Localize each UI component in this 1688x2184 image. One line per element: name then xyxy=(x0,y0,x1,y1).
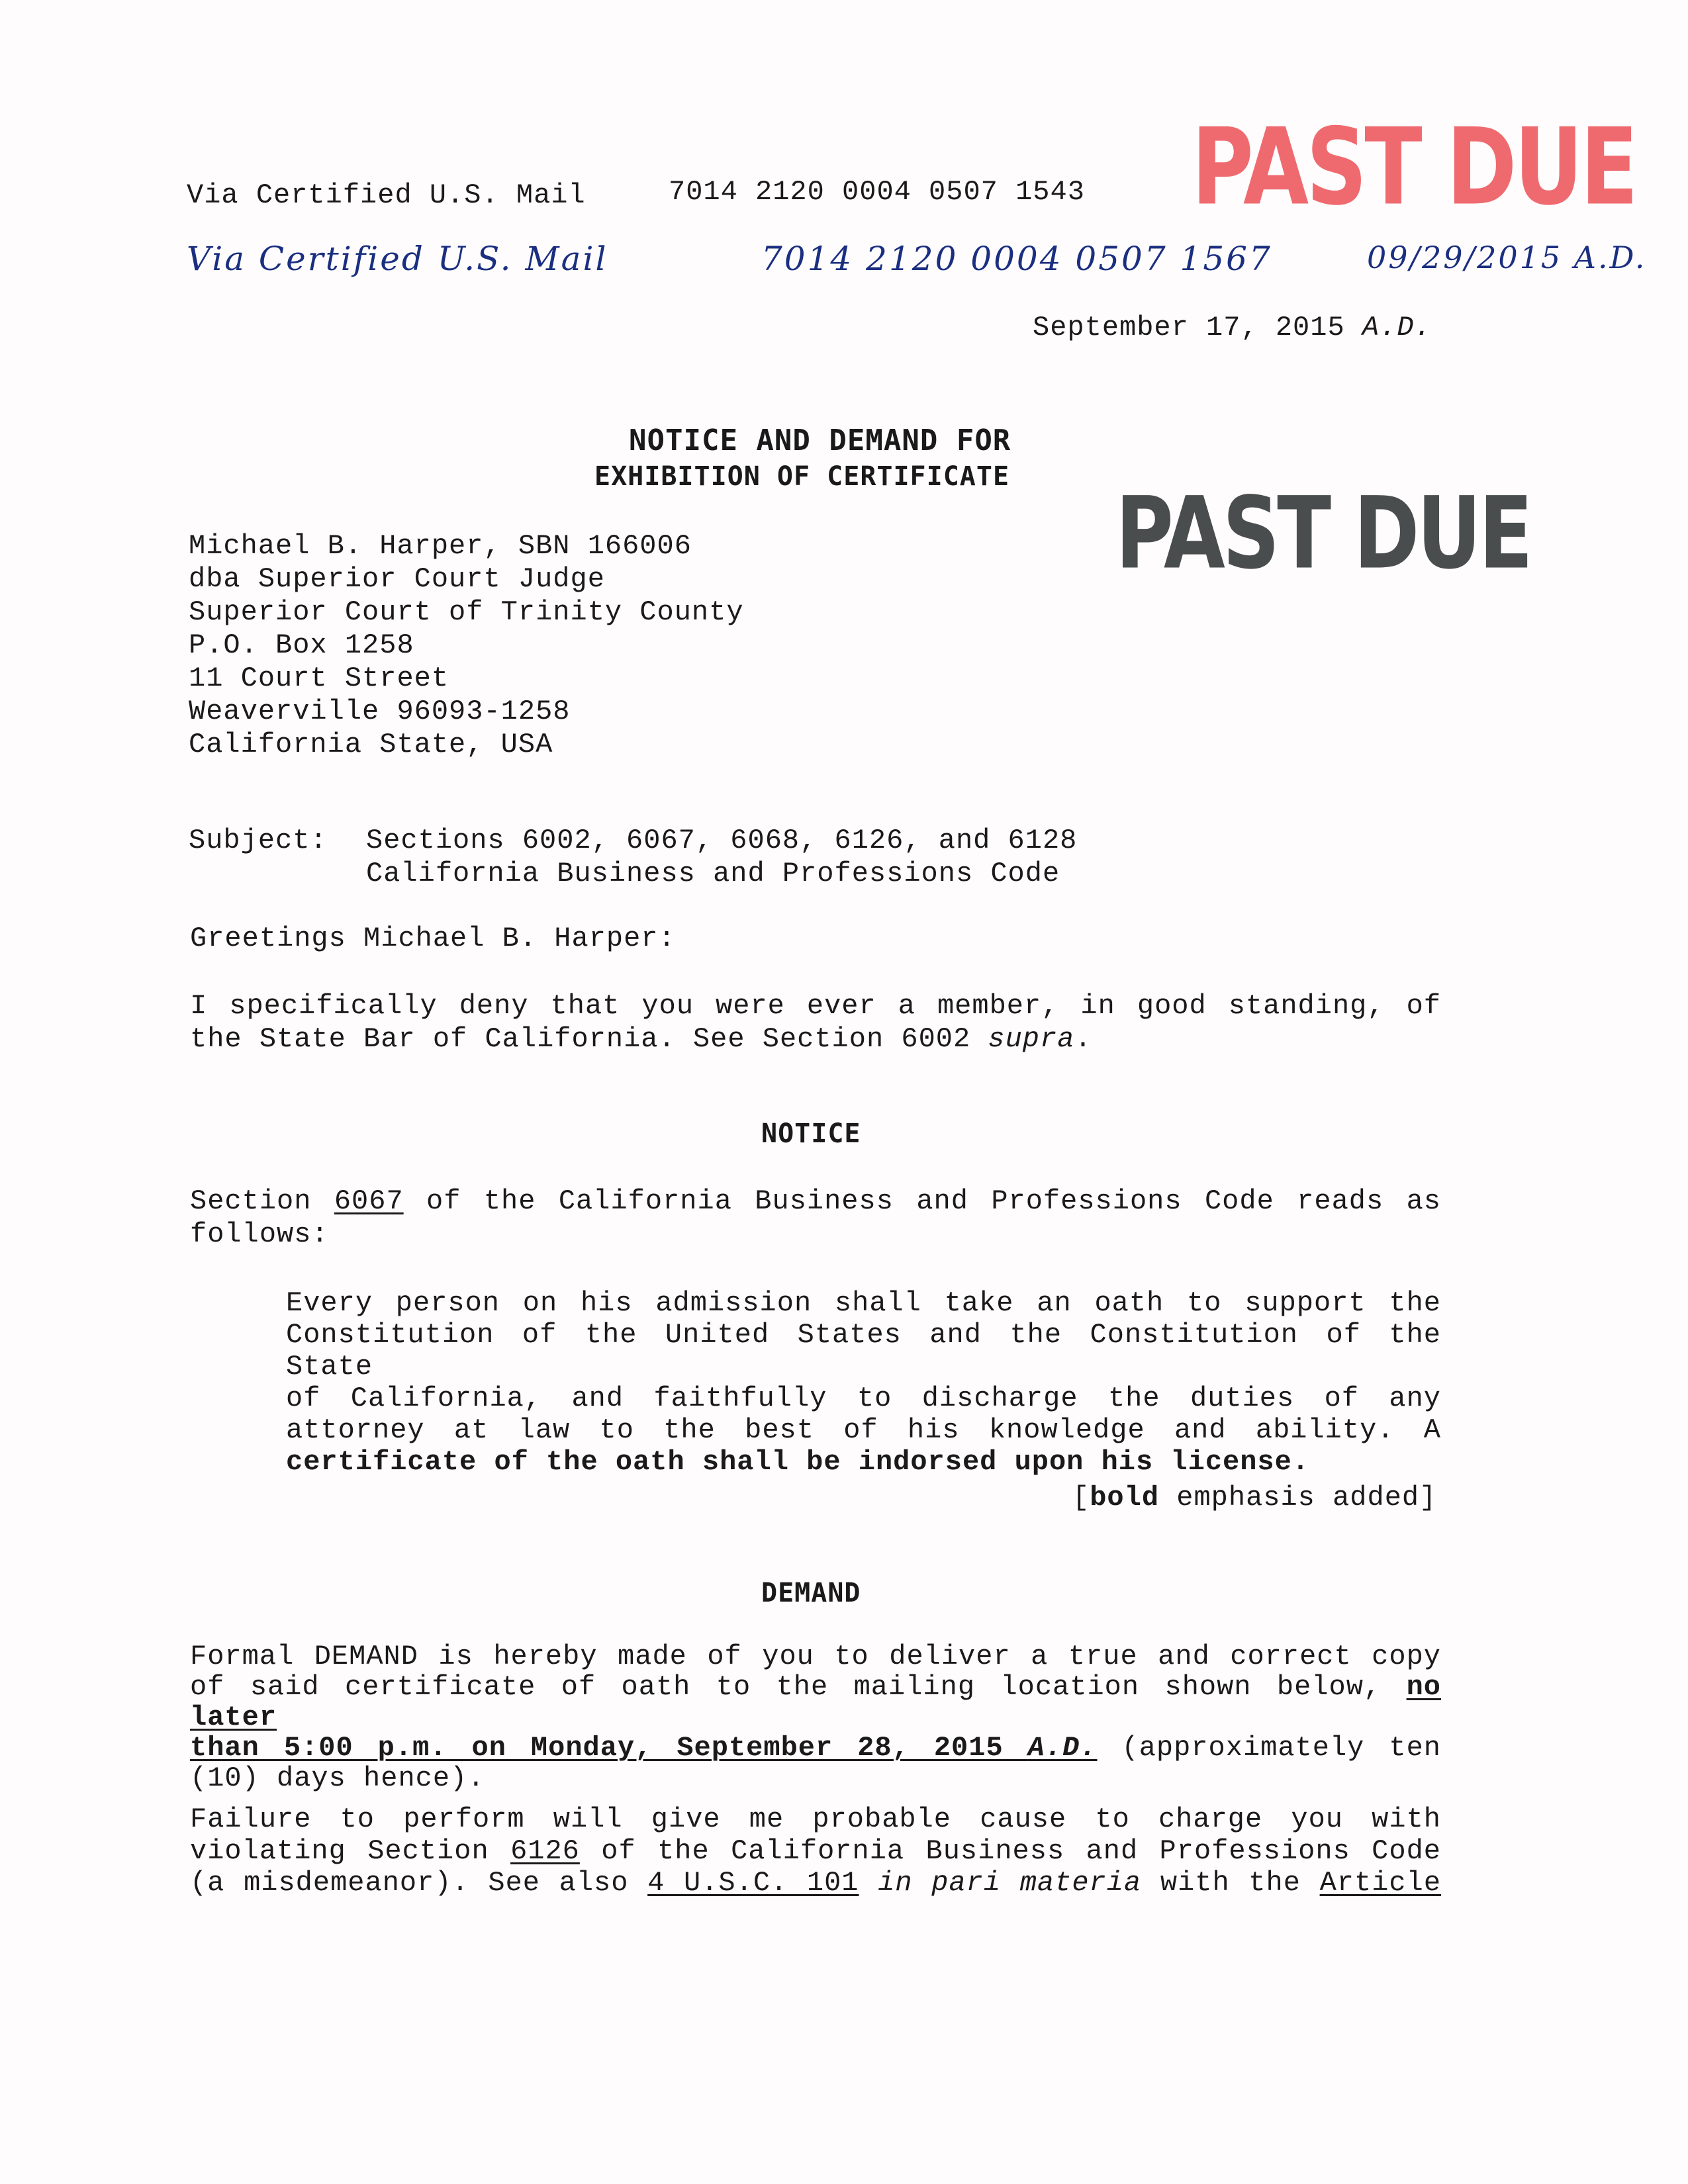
intro-period: . xyxy=(1074,1023,1092,1055)
demand-text: (approximately ten xyxy=(1097,1732,1441,1764)
emphasis-bold: bold xyxy=(1090,1482,1160,1514)
intro-text: the State Bar of California. See Section 6002 xyxy=(190,1023,988,1055)
latin-phrase: in pari materia xyxy=(878,1867,1142,1899)
notice-line-1 xyxy=(190,1185,1441,1218)
notice-text: Section xyxy=(190,1185,334,1217)
title-line-2: EXHIBITION OF CERTIFICATE xyxy=(594,461,1010,492)
failure-line-1: Failure to perform will give me probable cause to charge you with xyxy=(190,1803,1441,1835)
statute-quote xyxy=(286,1287,1441,1478)
section-6126-link[interactable]: 6126 xyxy=(510,1835,580,1867)
address-line: 11 Court Street xyxy=(189,662,449,694)
demand-text: of said certificate of oath to the mailing location shown below, xyxy=(190,1671,1407,1703)
failure-line-3 xyxy=(190,1867,1441,1899)
notice-paragraph xyxy=(190,1185,1441,1251)
subject-line-2: California Business and Professions Code xyxy=(366,858,1060,889)
intro-line-2 xyxy=(190,1023,1441,1056)
notice-line-2: follows: xyxy=(190,1218,329,1250)
mail-method: Via Certified U.S. Mail xyxy=(187,179,586,211)
usc-link[interactable]: 4 U.S.C. 101 xyxy=(647,1867,859,1899)
handwritten-date: 09/29/2015 A.D. xyxy=(1367,240,1647,275)
demand-line-4: (10) days hence). xyxy=(190,1762,485,1794)
demand-line-3 xyxy=(190,1733,1441,1763)
failure-text: of the California Business and Professions Code xyxy=(579,1835,1441,1867)
failure-text: (a misdemeanor). See also xyxy=(190,1867,648,1899)
address-line: California State, USA xyxy=(189,729,553,760)
address-line: Weaverville 96093-1258 xyxy=(189,696,571,727)
subject-line-1: Sections 6002, 6067, 6068, 6126, and 6128 xyxy=(366,825,1078,856)
failure-line-2 xyxy=(190,1835,1441,1867)
greeting: Greetings Michael B. Harper: xyxy=(190,923,676,954)
date-text: September 17, 2015 xyxy=(1033,312,1345,343)
address-line: P.O. Box 1258 xyxy=(189,629,414,661)
deadline-ad: A.D. xyxy=(1027,1732,1098,1764)
quote-line-bold xyxy=(286,1446,1441,1478)
demand-line-2 xyxy=(190,1672,1441,1733)
letter-date xyxy=(1033,311,1432,344)
deadline-underlined: no later xyxy=(190,1671,1441,1733)
quote-line: Every person on his admission shall take an oath to support the xyxy=(286,1287,1441,1319)
demand-paragraph xyxy=(190,1641,1441,1794)
failure-text: with the xyxy=(1141,1867,1320,1899)
date-suffix: A.D. xyxy=(1362,312,1432,343)
address-line: Michael B. Harper, SBN 166006 xyxy=(189,530,692,562)
quote-line: attorney at law to the best of his knowledge and ability. A xyxy=(286,1414,1441,1446)
subject-text xyxy=(366,824,1077,890)
notice-text: of the California Business and Professions Code reads as xyxy=(403,1185,1441,1217)
address-line: dba Superior Court Judge xyxy=(189,563,605,595)
subject-label: Subject: xyxy=(189,825,328,856)
intro-paragraph xyxy=(190,989,1441,1056)
quote-line: of California, and faithfully to discharge the duties of any xyxy=(286,1383,1441,1414)
past-due-stamp-red: PAST DUE xyxy=(1192,106,1636,230)
failure-text: violating Section xyxy=(190,1835,511,1867)
notice-heading: NOTICE xyxy=(761,1118,861,1149)
article-link[interactable]: Article xyxy=(1319,1867,1442,1899)
space xyxy=(859,1867,878,1899)
quote-line: Constitution of the United States and the Constitution of the State xyxy=(286,1319,1441,1383)
emphasis-text: emphasis added] xyxy=(1159,1482,1437,1514)
deadline-text: than 5:00 p.m. on Monday, September 28, 2015 xyxy=(190,1732,1028,1764)
handwritten-mail-note: Via Certified U.S. Mail xyxy=(187,240,608,278)
emphasis-note xyxy=(1072,1481,1436,1514)
intro-italic: supra xyxy=(988,1023,1075,1055)
intro-line-1: I specifically deny that you were ever a member, in good standing, of xyxy=(190,990,1441,1022)
demand-line-1: Formal DEMAND is hereby made of you to deliver a true and correct copy xyxy=(190,1641,1441,1672)
recipient-address xyxy=(189,529,744,761)
section-6067-link[interactable]: 6067 xyxy=(334,1185,404,1217)
quote-bold-text: certificate of the oath shall be indorsed upon his license. xyxy=(286,1446,1310,1478)
mail-method-line xyxy=(187,179,586,212)
address-line: Superior Court of Trinity County xyxy=(189,596,744,628)
title-line-1: NOTICE AND DEMAND FOR xyxy=(629,424,1011,457)
failure-paragraph xyxy=(190,1803,1441,1899)
demand-heading: DEMAND xyxy=(761,1578,861,1608)
tracking-number: 7014 2120 0004 0507 1543 xyxy=(669,176,1085,208)
emphasis-bracket: [ xyxy=(1072,1482,1090,1514)
handwritten-tracking: 7014 2120 0004 0507 1567 xyxy=(761,240,1272,278)
past-due-stamp-gray: PAST DUE xyxy=(1115,477,1530,592)
